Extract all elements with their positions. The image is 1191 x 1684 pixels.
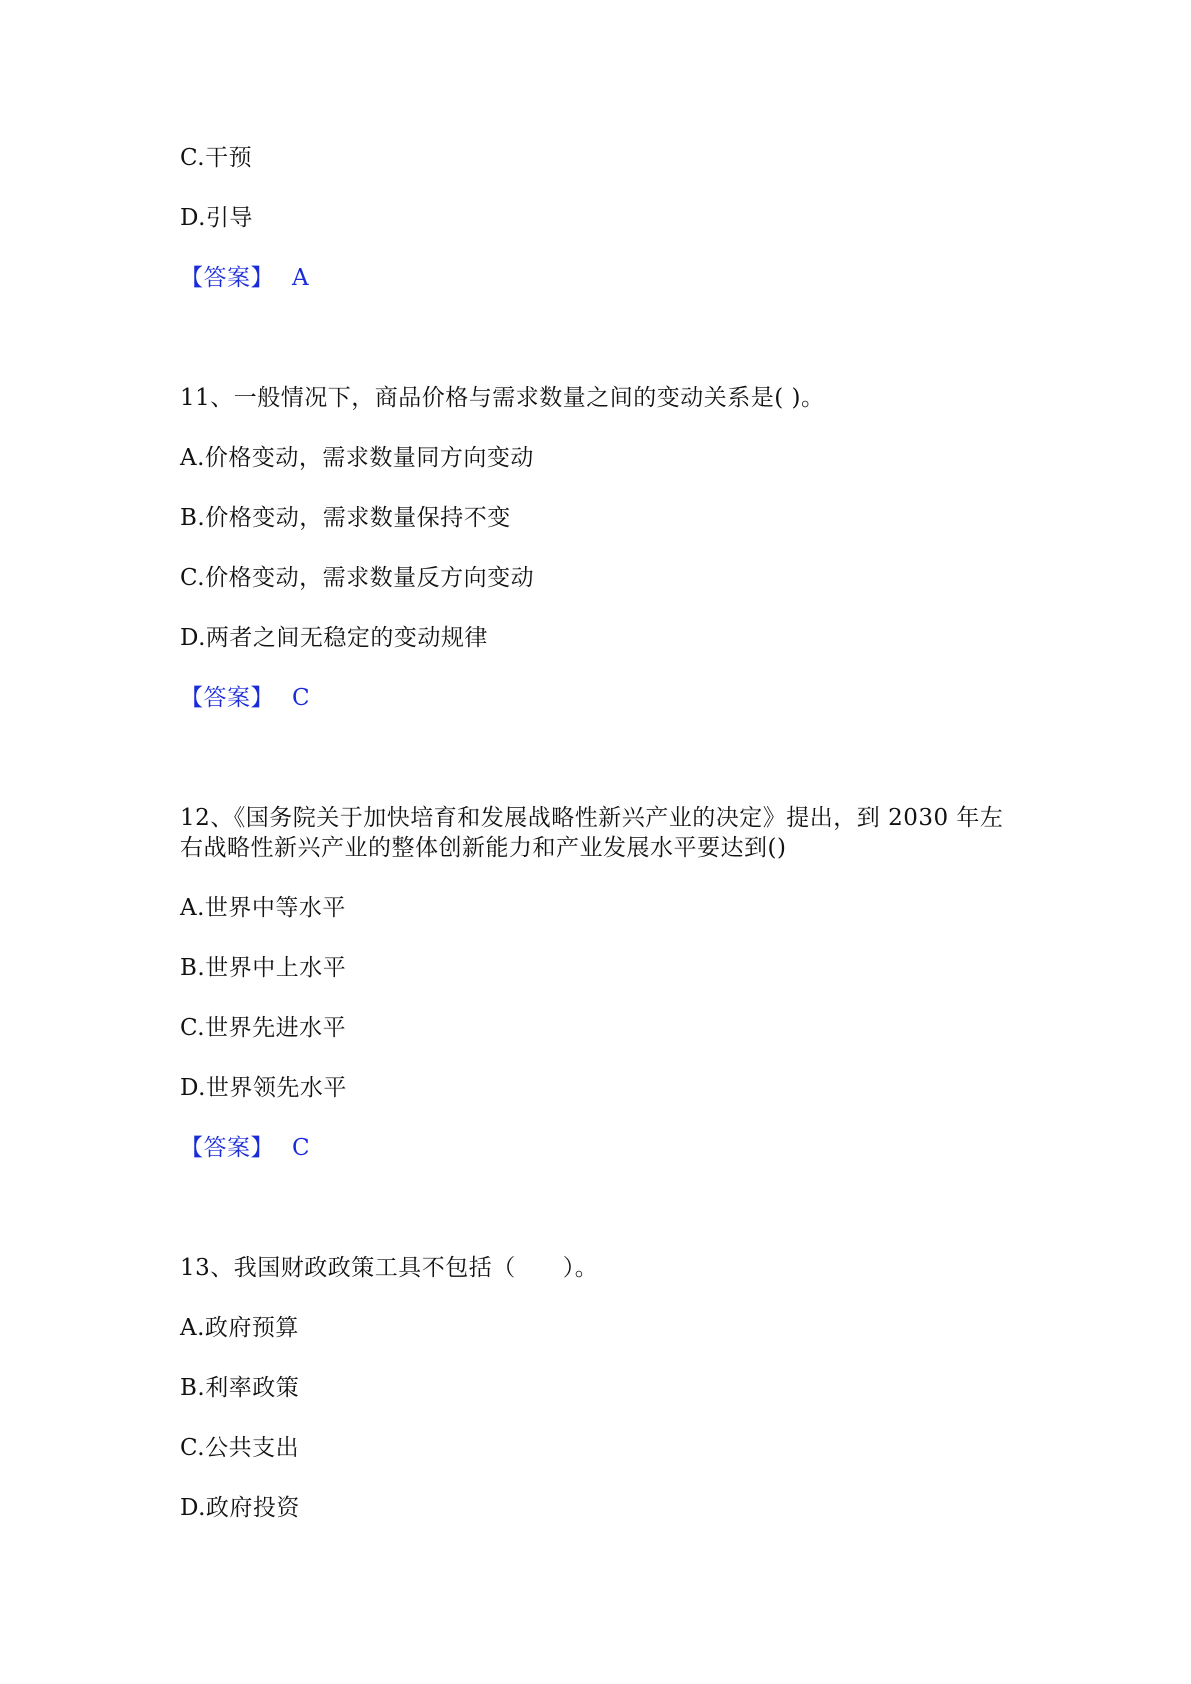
answer-label: 【答案】 [180,1135,274,1161]
option-c: C.世界先进水平 [180,1015,347,1041]
question-12-text-line2: 右战略性新兴产业的整体创新能力和产业发展水平要达到() [180,835,787,861]
answer-line [180,1133,310,1163]
option-a: A.政府预算 [180,1315,299,1341]
option-c: C.干预 [180,145,253,171]
answer-line [180,683,310,713]
answer-label: 【答案】 [180,685,274,711]
option-a: A.世界中等水平 [180,895,346,921]
answer-label: 【答案】 [180,265,274,291]
option-d: D.两者之间无稳定的变动规律 [180,625,488,651]
answer-line [180,263,309,293]
answer-value: C [292,685,311,711]
question-12-text-line1: 12、《国务院关于加快培育和发展战略性新兴产业的决定》提出，到 2030 年左 [180,805,1004,831]
option-c: C.公共支出 [180,1435,300,1461]
question-11-text: 11、一般情况下，商品价格与需求数量之间的变动关系是( )。 [180,385,825,411]
option-b: B.世界中上水平 [180,955,347,981]
answer-value: C [292,1135,311,1161]
option-c: C.价格变动，需求数量反方向变动 [180,565,535,591]
option-b: B.价格变动，需求数量保持不变 [180,505,511,531]
question-13-text: 13、我国财政政策工具不包括（ ）。 [180,1255,599,1281]
option-d: D.引导 [180,205,253,231]
option-a: A.价格变动，需求数量同方向变动 [180,445,534,471]
option-d: D.政府投资 [180,1495,300,1521]
answer-value: A [292,265,310,291]
option-d: D.世界领先水平 [180,1075,347,1101]
option-b: B.利率政策 [180,1375,300,1401]
